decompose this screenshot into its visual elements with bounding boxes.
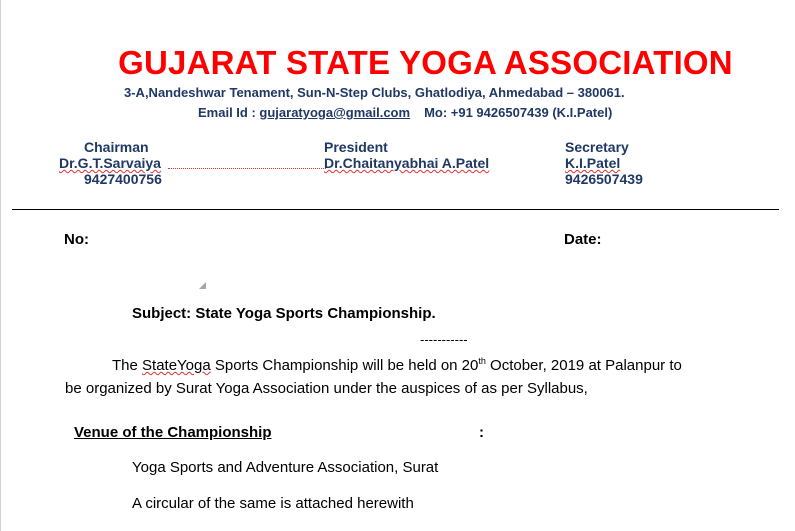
- bearer-name: Dr.Chaitanyabhai A.Patel: [324, 155, 490, 171]
- no-label: No:: [64, 231, 89, 248]
- email-label: Email Id :: [198, 105, 260, 120]
- bearer-role: Secretary: [565, 139, 629, 155]
- mobile-text: Mo: +91 9426507439 (K.I.Patel): [424, 105, 613, 120]
- letterhead-title: GUJARAT STATE YOGA ASSOCIATION: [118, 44, 733, 81]
- bearer-phone: 9426507439: [565, 171, 643, 187]
- date-label: Date:: [564, 231, 602, 248]
- letterhead-address: 3-A,Nandeshwar Tenament, Sun-N-Step Clubs, Ghatlodiya, Ahmedabad – 380061.: [124, 85, 625, 100]
- letterhead-contact: [198, 105, 612, 120]
- dashed-divider: -----------: [420, 332, 468, 347]
- misspelled-word: StateYoga: [142, 357, 211, 374]
- bearer-name: K.I.Patel: [565, 155, 621, 171]
- bearer-role: Chairman: [84, 139, 149, 155]
- email-link[interactable]: gujaratyoga@gmail.com: [259, 105, 411, 120]
- paragraph-line-1: The StateYoga Sports Championship will be held on 20th October, 2019 at Palanpur to: [112, 356, 682, 374]
- venue-value: Yoga Sports and Adventure Association, Surat: [132, 459, 439, 476]
- bearer-role: President: [324, 139, 388, 155]
- subject-line: Subject: State Yoga Sports Championship.: [132, 305, 436, 322]
- venue-heading: Venue of the Championship: [74, 424, 272, 441]
- office-bearer-chairman: [59, 139, 162, 187]
- paragraph-line-2: be organized by Surat Yoga Association under the auspices of as per Syllabus,: [65, 380, 588, 397]
- spell-check-squiggle: [168, 165, 326, 169]
- venue-colon: :: [479, 424, 484, 441]
- bearer-phone: 9427400756: [84, 171, 162, 187]
- bearer-name: Dr.G.T.Sarvaiya: [59, 155, 161, 171]
- header-divider: [12, 209, 779, 210]
- office-bearer-secretary: [565, 139, 643, 187]
- object-anchor-icon[interactable]: [199, 282, 206, 289]
- circular-note: A circular of the same is attached herewith: [132, 495, 414, 512]
- office-bearer-president: [324, 139, 489, 171]
